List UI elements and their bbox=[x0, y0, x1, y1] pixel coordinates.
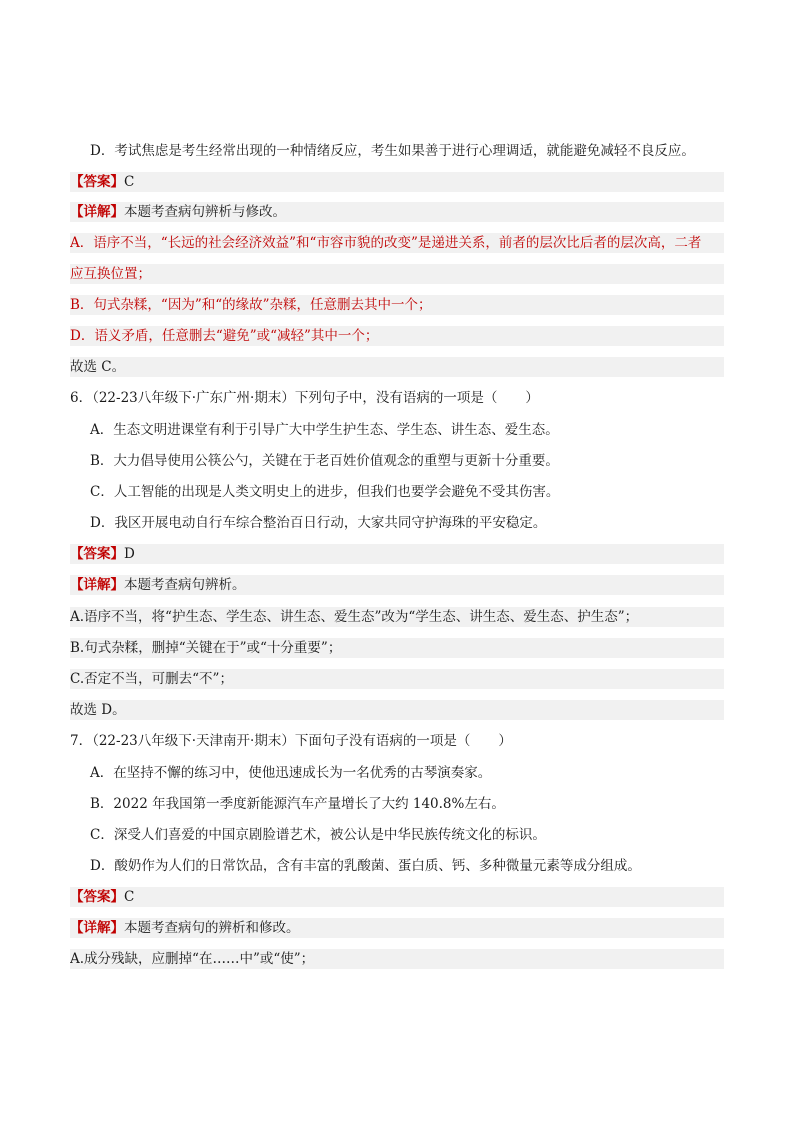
q5-detail-intro: 本题考查病句辨析与修改。 bbox=[124, 204, 286, 220]
q6-option-a: A．生态文明进课堂有利于引导广大中学生护生态、学生态、讲生态、爱生态。 bbox=[90, 422, 559, 438]
q6-detail-line-c: C.否定不当，可删去“不”； bbox=[70, 669, 724, 689]
q7-stem-close: ） bbox=[498, 733, 512, 749]
q6-stem-text: 6．（22-23八年级下·广东广州·期末）下列句子中，没有语病的一项是（ bbox=[70, 390, 498, 406]
q7-stem-text: 7．（22-23八年级下·天津南开·期末）下面句子没有语病的一项是（ bbox=[70, 733, 471, 749]
q7-answer-value: C bbox=[124, 889, 135, 905]
q6-detail-row bbox=[70, 575, 724, 595]
detail-tag: 【详解】 bbox=[70, 920, 124, 936]
q7-option-d: D．酸奶作为人们的日常饮品，含有丰富的乳酸菌、蛋白质、钙、多种微量元素等成分组成。 bbox=[90, 858, 641, 874]
q5-detail-line-a: A．语序不当，“长远的社会经济效益”和“市容市貌的改变”是递进关系，前者的层次比后者的层次高，二者 bbox=[70, 233, 724, 253]
q7-detail-line-a: A.成分残缺，应删掉“在……中”或“使”； bbox=[70, 949, 724, 969]
q7-stem bbox=[70, 731, 724, 751]
q7-detail-row bbox=[70, 918, 724, 938]
answer-tag: 【答案】 bbox=[70, 546, 124, 562]
q5-detail-line-a-cont: 应互换位置； bbox=[70, 264, 724, 284]
detail-tag: 【详解】 bbox=[70, 204, 124, 220]
answer-tag: 【答案】 bbox=[70, 174, 124, 190]
q5-answer-value: C bbox=[124, 174, 135, 190]
q6-detail-intro: 本题考查病句辨析。 bbox=[124, 577, 246, 593]
q6-stem bbox=[70, 388, 724, 408]
q6-conclusion: 故选 D。 bbox=[70, 700, 724, 720]
q6-option-d: D．我区开展电动自行车综合整治百日行动，大家共同守护海珠的平安稳定。 bbox=[90, 515, 547, 531]
q5-detail-line-d: D．语义矛盾，任意删去“避免”或“减轻”其中一个； bbox=[70, 326, 724, 346]
q6-detail-line-b: B.句式杂糅，删掉“关键在于”或“十分重要”； bbox=[70, 638, 724, 658]
answer-tag: 【答案】 bbox=[70, 889, 124, 905]
q5-option-d: D．考试焦虑是考生经常出现的一种情绪反应，考生如果善于进行心理调适，就能避免减轻不良反应。 bbox=[90, 143, 695, 159]
q7-detail-intro: 本题考查病句的辨析和修改。 bbox=[124, 920, 300, 936]
q7-option-a: A．在坚持不懈的练习中，使他迅速成长为一名优秀的古琴演奏家。 bbox=[90, 765, 492, 781]
q5-detail-row bbox=[70, 202, 724, 222]
q6-answer-row bbox=[70, 544, 724, 564]
q6-stem-close: ） bbox=[525, 390, 539, 406]
detail-tag: 【详解】 bbox=[70, 577, 124, 593]
q7-answer-row bbox=[70, 887, 724, 907]
q6-answer-value: D bbox=[124, 546, 135, 562]
q5-detail-line-b: B．句式杂糅，“因为”和“的缘故”杂糅，任意删去其中一个； bbox=[70, 295, 724, 315]
q7-option-b: B．2022 年我国第一季度新能源汽车产量增长了大约 140.8%左右。 bbox=[90, 796, 505, 812]
q6-option-b: B．大力倡导使用公筷公勺，关键在于老百姓价值观念的重塑与更新十分重要。 bbox=[90, 453, 559, 469]
q7-option-c: C．深受人们喜爱的中国京剧脸谱艺术，被公认是中华民族传统文化的标识。 bbox=[90, 827, 546, 843]
q5-conclusion: 故选 C。 bbox=[70, 357, 724, 377]
q6-option-c: C．人工智能的出现是人类文明史上的进步，但我们也要学会避免不受其伤害。 bbox=[90, 484, 560, 500]
q6-detail-line-a: A.语序不当，将“护生态、学生态、讲生态、爱生态”改为“学生态、讲生态、爱生态、护生态”； bbox=[70, 607, 724, 627]
q5-answer-row bbox=[70, 172, 724, 192]
